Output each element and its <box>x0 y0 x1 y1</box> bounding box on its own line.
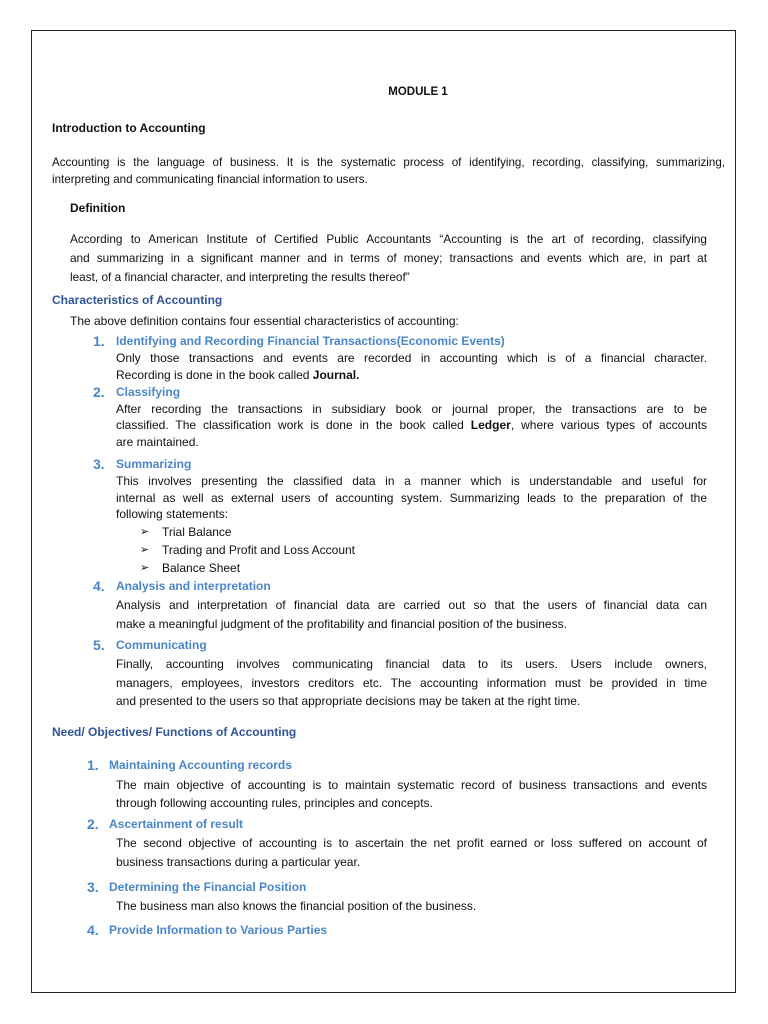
item-number: 1. <box>87 757 99 773</box>
arrow-bullet-icon: ➢ <box>140 544 150 556</box>
definition-line: According to American Institute of Certified Public Accountants “Accounting is the art of recording, classifying <box>70 232 707 246</box>
bullet-item: Balance Sheet <box>162 561 241 575</box>
item-number: 3. <box>93 456 105 472</box>
item-line: The second objective of accounting is to ascertain the net profit earned or loss suffered on account of <box>116 836 707 850</box>
item-line: and presented to the users so that appropriate decisions may be taken at the right time. <box>116 694 581 708</box>
item-line: The business man also knows the financial position of the business. <box>116 899 477 913</box>
intro-line: Accounting is the language of business. It is the systematic process of identifying, recording, classifying, summarizing, <box>52 156 725 169</box>
intro-line: interpreting and communicating financial information to users. <box>52 173 368 186</box>
item-line: After recording the transactions in subsidiary book or journal proper, the transactions are to be <box>116 402 707 416</box>
bullet-item: Trial Balance <box>162 525 232 539</box>
item-line: The main objective of accounting is to maintain systematic record of business transactions and events <box>116 778 707 792</box>
characteristics-heading: Characteristics of Accounting <box>52 293 223 307</box>
item-title: Maintaining Accounting records <box>109 758 292 772</box>
bold-term: Journal. <box>312 368 360 382</box>
bold-term: Ledger <box>470 418 511 432</box>
item-number: 3. <box>87 879 99 895</box>
intro-heading: Introduction to Accounting <box>52 121 206 135</box>
item-title: Communicating <box>116 638 207 652</box>
item-line: are maintained. <box>116 435 199 449</box>
item-text: , where various types of accounts <box>510 418 707 432</box>
item-line: following statements: <box>116 507 229 521</box>
item-number: 2. <box>93 384 105 400</box>
objectives-heading: Need/ Objectives/ Functions of Accounting <box>52 725 297 739</box>
item-line: Analysis and interpretation of financial data are carried out so that the users of financial data can <box>116 598 707 612</box>
item-text: Recording is done in the book called <box>116 368 313 382</box>
item-line: business transactions during a particular year. <box>116 855 361 869</box>
item-title: Analysis and interpretation <box>116 579 271 593</box>
item-number: 1. <box>93 333 105 349</box>
definition-line: least, of a financial character, and interpreting the results thereof” <box>70 270 410 284</box>
item-line <box>116 366 707 384</box>
item-number: 4. <box>87 922 99 938</box>
item-text: classified. The classification work is done in the book called <box>116 418 471 432</box>
definition-heading: Definition <box>70 201 126 215</box>
characteristics-lead: The above definition contains four essential characteristics of accounting: <box>70 314 459 328</box>
arrow-bullet-icon: ➢ <box>140 562 150 574</box>
module-title: MODULE 1 <box>388 86 448 98</box>
item-title: Ascertainment of result <box>109 817 244 831</box>
item-line: managers, employees, investors creditors etc. The accounting information must be provided in time <box>116 676 707 690</box>
item-line: This involves presenting the classified data in a manner which is understandable and useful for <box>116 474 707 488</box>
bullet-item: Trading and Profit and Loss Account <box>162 543 356 557</box>
item-line: make a meaningful judgment of the profitability and financial position of the business. <box>116 617 567 631</box>
item-line: internal as well as external users of accounting system. Summarizing leads to the preparation of the <box>116 491 707 505</box>
item-number: 4. <box>93 578 105 594</box>
definition-line: and summarizing in a significant manner and in terms of money; transactions and events which are, in part at <box>70 251 707 265</box>
item-line: Only those transactions and events are recorded in accounting which is of a financial character. <box>116 351 707 365</box>
item-number: 2. <box>87 816 99 832</box>
item-title: Summarizing <box>116 457 192 471</box>
item-number: 5. <box>93 637 105 653</box>
item-title: Provide Information to Various Parties <box>109 923 328 937</box>
item-line: Finally, accounting involves communicating financial data to its users. Users include owners, <box>116 657 707 671</box>
item-title: Classifying <box>116 385 181 399</box>
item-title: Identifying and Recording Financial Transactions(Economic Events) <box>116 334 505 348</box>
item-line: through following accounting rules, principles and concepts. <box>116 796 433 810</box>
item-line <box>116 416 707 434</box>
item-title: Determining the Financial Position <box>109 880 307 894</box>
arrow-bullet-icon: ➢ <box>140 526 150 538</box>
